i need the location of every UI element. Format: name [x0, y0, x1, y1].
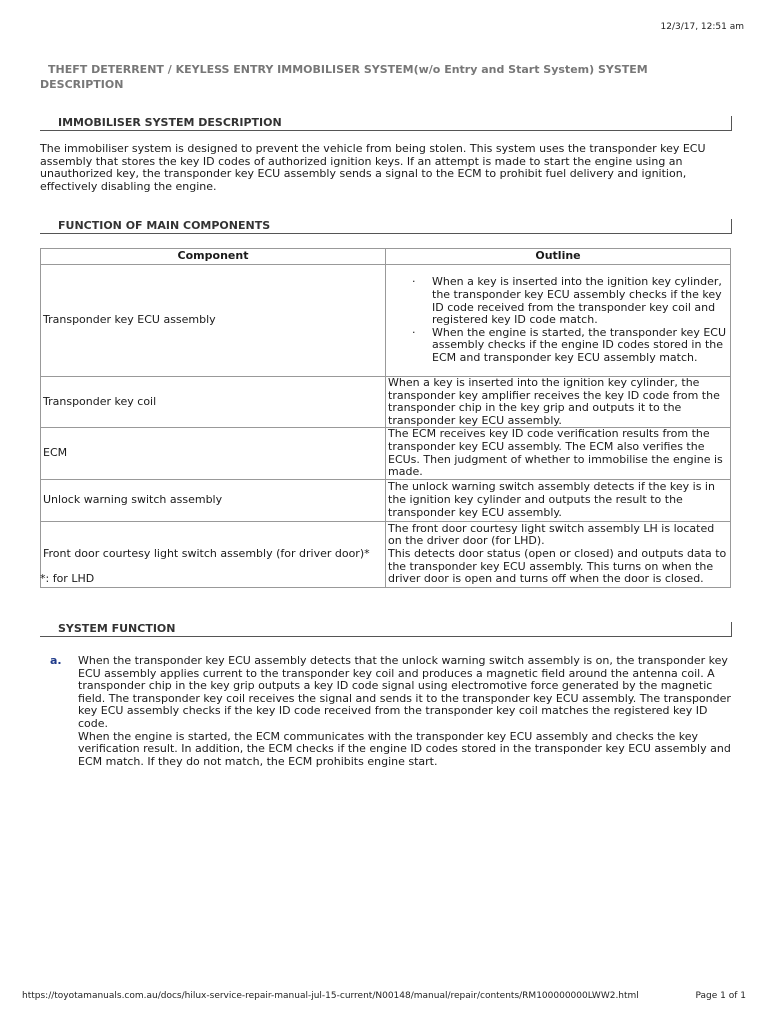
- item-body: [78, 655, 740, 768]
- intro-paragraph: The immobiliser system is designed to prevent the vehicle from being stolen. This system uses the transponder key ECU assembly that stores the key ID codes of authorized ignition keys. If an attempt is made to start the engine using an unauthorized key, the transponder key ECU assembly sends a signal to the ECM to prohibit fuel delivery and ignition, effectively disabling the engine.: [40, 142, 706, 193]
- component-cell: Unlock warning switch assembly: [41, 479, 386, 521]
- outline-cell: When a key is inserted into the ignition key cylinder, the transponder key amplifier receives the key ID code from the transponder chip in the key grip and outputs it to the transponder key ECU assembly.: [386, 377, 731, 428]
- outline-cell: [386, 265, 731, 377]
- component-cell: Front door courtesy light switch assembly (for driver door)*: [41, 521, 386, 587]
- print-datetime: 12/3/17, 12:51 am: [660, 22, 744, 32]
- table-header-row: [41, 249, 731, 265]
- section-heading-label: IMMOBILISER SYSTEM DESCRIPTION: [58, 116, 282, 129]
- section-heading-components: [40, 219, 732, 234]
- outline-line: The front door courtesy light switch assembly LH is located on the driver door (for LHD).: [388, 521, 715, 548]
- outline-line: This detects door status (open or closed) and outputs data to the transponder key ECU assembly. This turns on when the driver door is open and turns off when the door is closed.: [388, 546, 727, 586]
- component-cell: Transponder key ECU assembly: [41, 265, 386, 377]
- section-heading-system-function: [40, 622, 732, 637]
- components-table: [40, 248, 731, 588]
- section-heading-label: FUNCTION OF MAIN COMPONENTS: [58, 219, 271, 232]
- system-function-item: [50, 655, 740, 768]
- outline-cell: [386, 521, 731, 587]
- component-cell: Transponder key coil: [41, 377, 386, 428]
- outline-cell: The ECM receives key ID code verification results from the transponder key ECU assembly. The ECM also verifies the ECUs. Then judgment of whether to immobilise the engine is made.: [386, 428, 731, 479]
- table-row: [41, 377, 731, 428]
- list-item: · When the engine is started, the transponder key ECU assembly checks if the engine ID codes stored in the ECM and transponder key ECU assembly match.: [412, 327, 728, 365]
- section-heading-immobiliser: [40, 116, 732, 131]
- column-header-component: Component: [41, 249, 386, 265]
- footnote: *: for LHD: [40, 572, 95, 585]
- system-function-paragraph: When the engine is started, the ECM communicates with the transponder key ECU assembly and checks the key verification result. In addition, the ECM checks if the engine ID codes stored in the transponder key ECU assembly and ECM match. If they do not match, the ECM prohibits engine start.: [78, 729, 731, 768]
- item-label: a.: [50, 654, 62, 667]
- footer-url: https://toyotamanuals.com.au/docs/hilux-service-repair-manual-jul-15-current/N00148/manual/repair/contents/RM100000000LWW2.html: [22, 991, 639, 1001]
- component-cell: ECM: [41, 428, 386, 479]
- list-item: · When a key is inserted into the ignition key cylinder, the transponder key ECU assembly checks if the key ID code received from the transponder key coil and registered key ID code match.: [412, 276, 728, 326]
- system-function-paragraph: When the transponder key ECU assembly detects that the unlock warning switch assembly is on, the transponder key ECU assembly applies current to the transponder key coil and produces a magnetic field around the antenna coil. A transponder chip in the key grip outputs a key ID code signal using electromotive force generated by the magnetic field. The transponder key coil receives the signal and sends it to the transponder key ECU assembly. The transponder key ECU assembly checks if the key ID code received from the transponder key coil matches the registered key ID code.: [78, 654, 731, 730]
- outline-cell: The unlock warning switch assembly detects if the key is in the ignition key cylinder and outputs the result to the transponder key ECU assembly.: [386, 479, 731, 521]
- table-row: [41, 428, 731, 479]
- page-title: THEFT DETERRENT / KEYLESS ENTRY IMMOBILISER SYSTEM(w/o Entry and Start System) SYSTEM DESCRIPTION: [40, 63, 648, 91]
- outline-bullet-list: [388, 276, 728, 364]
- table-row: [41, 479, 731, 521]
- section-heading-label: SYSTEM FUNCTION: [58, 622, 176, 635]
- table-row: [41, 265, 731, 377]
- page-number: Page 1 of 1: [695, 991, 746, 1001]
- table-row: [41, 521, 731, 587]
- column-header-outline: Outline: [386, 249, 731, 265]
